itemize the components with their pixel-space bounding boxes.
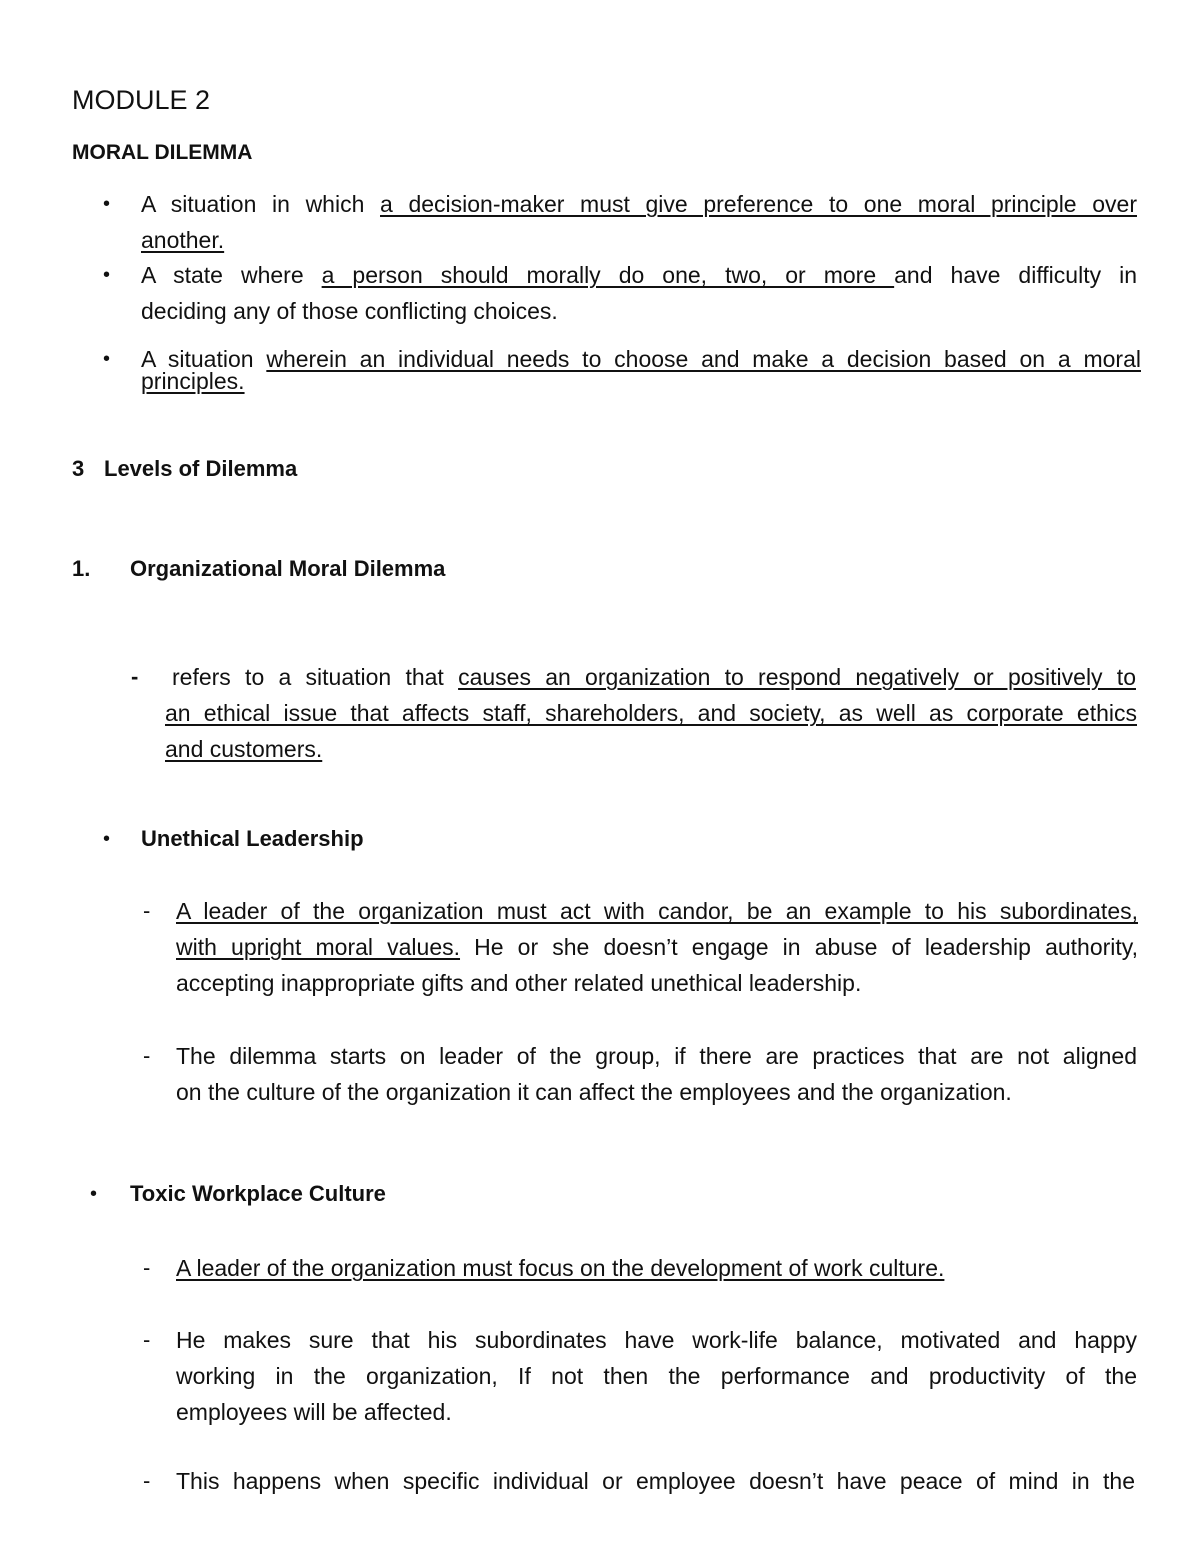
dash-marker: -: [143, 1468, 151, 1493]
unethical-p1-line-1: A leader of the organization must act with candor, be an example to his subordinates,: [176, 898, 1138, 924]
org-desc-line-1: refers to a situation that causes an organization to respond negatively or positively to: [172, 664, 1136, 690]
org-title: Organizational Moral Dilemma: [130, 556, 446, 581]
bullet-icon: •: [103, 193, 111, 215]
definition-1-underline: a decision-maker must give preference to one moral principle over: [380, 191, 1137, 217]
toxic-p3-line-1: This happens when specific individual or employee doesn’t have peace of mind in the: [176, 1468, 1135, 1494]
dash-marker: -: [143, 1327, 151, 1352]
definition-1-line-1: A situation in which a decision-maker must give preference to one moral principle over: [141, 191, 1137, 217]
definition-1-line-2: another.: [141, 227, 225, 253]
toxic-p2-line-1: He makes sure that his subordinates have work-life balance, motivated and happy: [176, 1327, 1137, 1353]
bullet-icon: •: [103, 348, 111, 370]
unethical-p2-line-2: on the culture of the organization it can affect the employees and the organization.: [176, 1079, 1012, 1105]
section-title: MORAL DILEMMA: [72, 141, 253, 164]
unethical-title: Unethical Leadership: [141, 826, 364, 851]
definition-3-line-2: principles.: [141, 368, 245, 394]
dash-marker: -: [143, 1255, 151, 1280]
bullet-icon: •: [103, 264, 111, 286]
bullet-icon: •: [103, 828, 111, 850]
definition-2-line-1: A state where a person should morally do one, two, or more and have difficulty in: [141, 262, 1137, 288]
org-number: 1.: [72, 556, 91, 581]
dash-marker: -: [131, 664, 139, 689]
dash-marker: -: [143, 1043, 151, 1068]
bullet-icon: •: [90, 1183, 98, 1205]
toxic-title: Toxic Workplace Culture: [130, 1181, 386, 1206]
unethical-p1-line-3: accepting inappropriate gifts and other related unethical leadership.: [176, 970, 862, 996]
levels-number: 3: [72, 456, 85, 481]
definition-3-line-1: A situation wherein an individual needs to choose and make a decision based on a moral: [141, 346, 1141, 372]
dash-marker: -: [143, 898, 151, 923]
org-desc-line-3: and customers.: [165, 736, 323, 762]
toxic-p2-line-2: working in the organization, If not then the performance and productivity of the: [176, 1363, 1137, 1389]
unethical-p1-line-2: with upright moral values. He or she doesn’t engage in abuse of leadership authority,: [176, 934, 1138, 960]
org-desc-line-2: an ethical issue that affects staff, shareholders, and society, as well as corporate ethics: [165, 700, 1137, 726]
toxic-p1-line-1: A leader of the organization must focus on the development of work culture.: [176, 1255, 945, 1281]
module-title: MODULE 2: [72, 85, 211, 115]
toxic-p2-line-3: employees will be affected.: [176, 1399, 452, 1425]
unethical-p2-line-1: The dilemma starts on leader of the group, if there are practices that are not aligned: [176, 1043, 1137, 1069]
definition-2-line-2: deciding any of those conflicting choices.: [141, 298, 558, 324]
levels-heading: Levels of Dilemma: [104, 456, 298, 481]
